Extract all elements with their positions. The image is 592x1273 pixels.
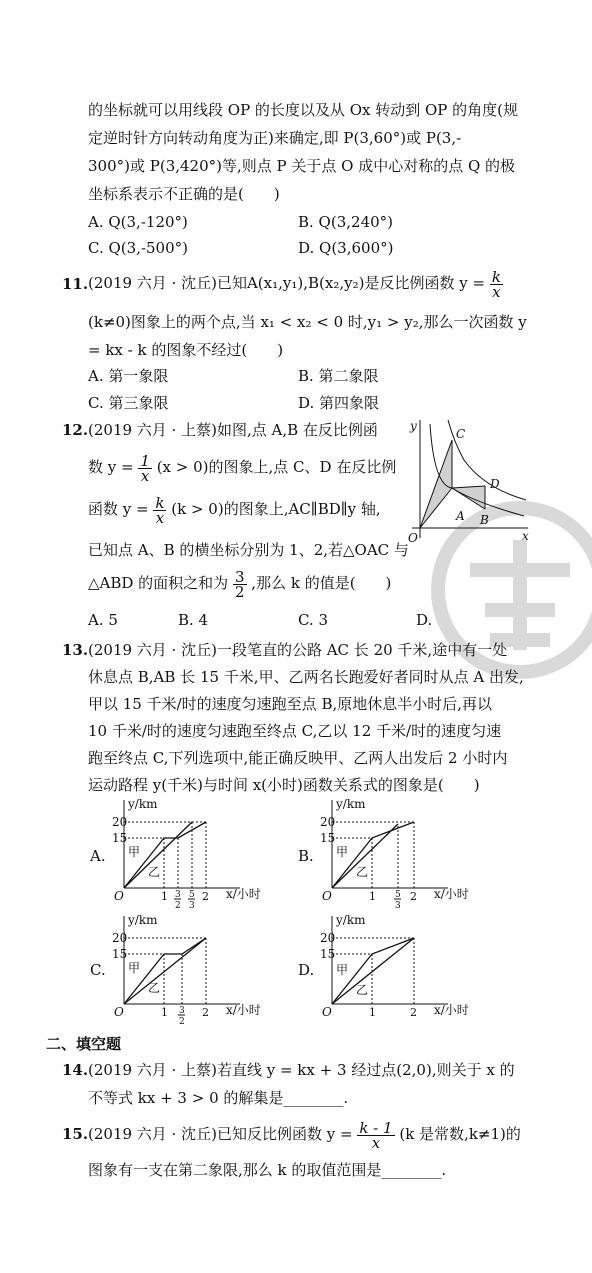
fig-point-c: C [456,427,466,441]
q12-line-2b: (x > 0)的图象上,点 C、D 在反比例 [156,458,397,476]
graph-b-tick-1: 1 [369,890,376,903]
q10-line-4: 坐标系表示不正确的是( ) [88,185,280,203]
q10-line-2: 定逆时针方向转动角度为正)来确定,即 P(3,60°)或 P(3,- [88,129,462,147]
q12-option-d[interactable]: D. 2 [416,611,447,629]
q12-line-5b: ,那么 k 的值是( ) [251,574,392,592]
fig-origin-label: O [408,531,418,544]
graph-b-tick-53-num: 5 [395,890,401,900]
graph-a-tick-32-den: 2 [175,901,181,911]
q12-figure [404,416,534,544]
graph-b-tick-15: 15 [320,831,336,845]
q11-line-1-text: (2019 六月 · 沈丘)已知A(x₁,y₁),B(x₂,y₂)是反比例函数 y = [88,274,486,292]
q13-line-1: (2019 六月 · 沈丘)一段笔直的公路 AC 长 20 千米,途中有一处 [88,641,508,659]
graph-b-tick-20: 20 [320,815,336,829]
q15-line-2[interactable]: 图象有一支在第二象限,那么 k 的取值范围是________. [88,1161,447,1179]
graph-b-jia-label: 甲 [336,845,349,859]
q12-line-3 [88,492,381,526]
q11-fraction [490,267,503,301]
q13-line-2: 休息点 B,AB 长 15 千米,甲、乙两名长跑爱好者同时从点 A 出发, [88,668,524,686]
q12-fraction-1 [138,451,152,485]
section-title: 二、填空题 [46,1035,122,1053]
q10-option-c[interactable]: C. Q(3,-500°) [88,239,188,257]
fig-point-d: D [490,477,500,491]
q12-frac1-num: 1 [140,451,150,470]
graph-d-tick-15: 15 [320,947,336,961]
graph-a-tick-1: 1 [161,890,168,903]
graph-c-ylabel: y/km [128,913,158,927]
q12-frac3-num: 3 [234,567,245,586]
q12-line-4: 已知点 A、B 的横坐标分别为 1、2,若△OAC 与 [88,541,409,559]
graph-d-jia-label: 甲 [336,963,349,977]
q10-line-3: 300°)或 P(3,420°)等,则点 P 关于点 O 成中心对称的点 Q 的极 [88,157,516,175]
q12-number: 12. [62,421,89,439]
graph-a-tick-15: 15 [112,831,128,845]
graph-b-tick-53-den: 3 [395,901,401,911]
q12-frac2-num: k [155,493,165,512]
graph-c-xlabel: x/小时 [226,1003,261,1017]
q15-line-1a: (2019 六月 · 沈丘)已知反比例函数 y = [88,1125,353,1143]
graph-a-tick-53-num: 5 [189,890,195,900]
q11-number: 11. [62,275,89,293]
graph-a-tick-20: 20 [112,815,128,829]
graph-b-origin: O [322,889,332,903]
graph-d-origin: O [322,1005,332,1019]
fig-point-a: A [456,509,465,523]
q13-line-5: 跑至终点 C,下列选项中,能正确反映甲、乙两人出发后 2 小时内 [88,749,508,767]
fig-x-label: x [522,529,529,543]
q11-option-b[interactable]: B. 第二象限 [298,367,379,385]
q12-line-5a: △ABD 的面积之和为 [88,574,229,592]
q11-line-3: = kx - k 的图象不经过( ) [88,341,284,359]
graph-c-tick-2: 2 [202,1006,209,1019]
q12-line-3b: (k > 0)的图象上,AC∥BD∥y 轴, [171,500,381,518]
q13-graph-c [110,912,286,1030]
q13-graph-a [110,796,286,914]
graph-c-tick-1: 1 [161,1006,168,1019]
q12-fraction-3 [233,567,247,601]
q12-option-a[interactable]: A. 5 [88,611,118,629]
q15-fraction [357,1118,394,1152]
q13-option-a[interactable]: A. [90,847,106,865]
graph-d-tick-2: 2 [410,1006,417,1019]
q11-option-c[interactable]: C. 第三象限 [88,394,169,412]
fig-point-b: B [480,513,489,527]
q13-option-d[interactable]: D. [298,961,315,979]
graph-b-tick-2: 2 [410,890,417,903]
q11-line-1 [88,266,503,300]
q11-option-a[interactable]: A. 第一象限 [88,367,169,385]
q12-line-2 [88,450,396,484]
q12-option-b[interactable]: B. 4 [178,611,209,629]
q14-line-2[interactable]: 不等式 kx + 3 > 0 的解集是________. [88,1089,349,1107]
graph-a-tick-2: 2 [202,890,209,903]
graph-d-tick-20: 20 [320,931,336,945]
q11-frac-den: x [492,282,501,301]
q12-line-1: (2019 六月 · 上蔡)如图,点 A,B 在反比例函 [88,421,378,439]
q13-line-4: 10 千米/时的速度匀速跑至终点 C,乙以 12 千米/时的速度匀速 [88,722,502,740]
graph-c-tick-32-den: 2 [179,1017,185,1027]
graph-c-jia-label: 甲 [128,961,141,975]
graph-a-tick-53-den: 3 [189,901,195,911]
q13-option-c[interactable]: C. [90,961,106,979]
q14-line-1: (2019 六月 · 上蔡)若直线 y = kx + 3 经过点(2,0),则关于 x 的 [88,1061,515,1079]
graph-a-xlabel: x/小时 [226,887,261,901]
q11-frac-num: k [491,267,501,286]
graph-d-xlabel: x/小时 [434,1003,469,1017]
q12-option-c[interactable]: C. 3 [298,611,329,629]
q12-fraction-2 [153,493,166,527]
q14-number: 14. [62,1061,89,1079]
graph-c-yi-label: 乙 [148,981,161,995]
q10-line-1: 的坐标就可以用线段 OP 的长度以及从 Ox 转动到 OP 的角度(规 [88,101,518,119]
graph-c-tick-15: 15 [112,947,128,961]
graph-a-origin: O [114,889,124,903]
q12-frac1-den: x [140,466,150,485]
q15-number: 15. [62,1125,89,1143]
q10-option-a[interactable]: A. Q(3,-120°) [88,213,188,231]
q12-line-3a: 函数 y = [88,500,149,518]
q15-frac-den: x [371,1133,381,1152]
q12-line-5 [88,566,391,600]
q13-line-3: 甲以 15 千米/时的速度匀速跑至点 B,原地休息半小时后,再以 [88,695,493,713]
q13-graph-d [318,912,494,1030]
q15-frac-num: k - 1 [359,1118,393,1137]
graph-c-origin: O [114,1005,124,1019]
q13-graph-b [318,796,494,914]
q11-line-2: (k≠0)图象上的两个点,当 x₁ < x₂ < 0 时,y₁ > y₂,那么一次函数 y [88,313,527,331]
graph-b-xlabel: x/小时 [434,887,469,901]
graph-a-jia-label: 甲 [128,845,141,859]
q10-option-d[interactable]: D. Q(3,600°) [298,239,394,257]
graph-d-yi-label: 乙 [356,983,369,997]
q11-option-d[interactable]: D. 第四象限 [298,394,380,412]
q10-option-b[interactable]: B. Q(3,240°) [298,213,394,231]
q15-line-1 [88,1116,521,1152]
graph-a-ylabel: y/km [128,797,158,811]
q13-line-6: 运动路程 y(千米)与时间 x(小时)函数关系式的图象是( ) [88,776,480,794]
graph-a-tick-32-num: 3 [175,890,181,900]
q12-frac2-den: x [155,508,165,527]
graph-d-tick-1: 1 [369,1006,376,1019]
q12-frac3-den: 2 [234,582,245,601]
graph-c-tick-32-num: 3 [179,1006,185,1016]
graph-a-yi-label: 乙 [148,865,161,879]
graph-c-tick-20: 20 [112,931,128,945]
q15-line-1b: (k 是常数,k≠1)的 [399,1125,521,1143]
graph-b-ylabel: y/km [336,797,366,811]
fig-y-label: y [410,419,417,433]
q13-option-b[interactable]: B. [298,847,314,865]
q12-line-2a: 数 y = [88,458,134,476]
q13-number: 13. [62,641,89,659]
graph-b-yi-label: 乙 [356,865,369,879]
graph-d-ylabel: y/km [336,913,366,927]
